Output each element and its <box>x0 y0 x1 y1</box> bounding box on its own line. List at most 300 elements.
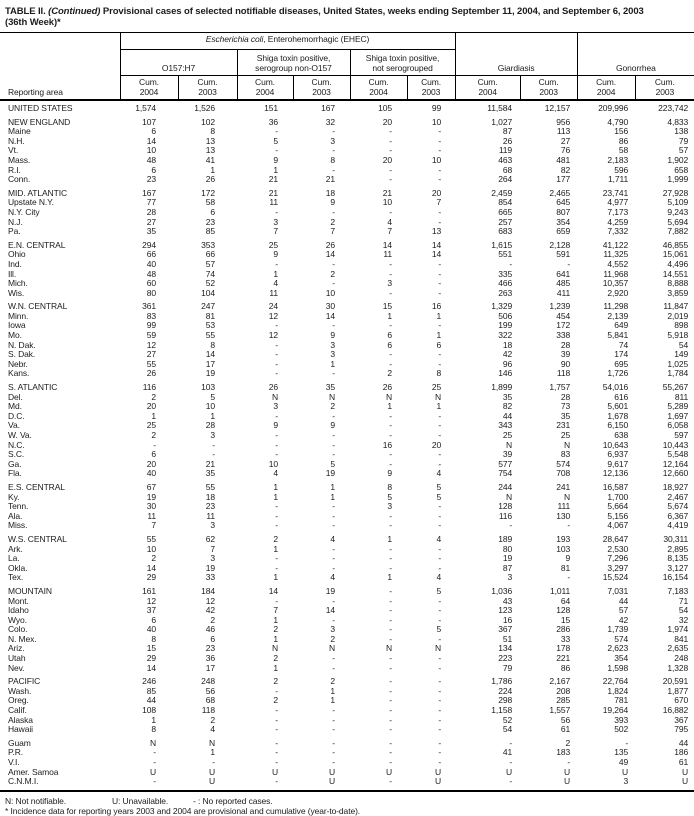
value-cell: 11,325 <box>603 249 629 260</box>
reporting-area-cell: W. Va. <box>8 430 32 440</box>
value-cell: N <box>271 391 278 402</box>
year-label: 2003 <box>655 86 675 97</box>
value-cell: 186 <box>674 747 689 758</box>
value-cell: 28 <box>560 391 571 402</box>
value-cell: 103 <box>201 382 215 393</box>
value-cell: 4 <box>436 572 442 583</box>
value-cell: 14 <box>146 562 156 573</box>
value-cell: 7,183 <box>667 585 689 596</box>
o157-cum-2004-header <box>120 76 178 101</box>
value-cell: 3 <box>273 401 278 412</box>
value-cell: 11,298 <box>603 301 629 312</box>
value-cell: - <box>153 776 156 787</box>
value-cell: - <box>438 349 442 360</box>
value-cell: 74 <box>205 268 215 279</box>
footnote-dash: - : No reported cases. <box>193 795 273 806</box>
value-cell: 20 <box>146 401 156 412</box>
value-cell: - <box>389 757 392 767</box>
value-cell: 37 <box>146 605 156 616</box>
value-cell: U <box>435 766 442 777</box>
value-cell: 81 <box>205 310 215 321</box>
shiga-not-serogrouped-subgroup-header <box>350 50 455 76</box>
value-cell: 103 <box>556 543 571 554</box>
table-row <box>0 331 694 341</box>
value-cell: 74 <box>618 339 629 350</box>
giardiasis-cum-2004-header <box>455 76 520 101</box>
value-cell: - <box>389 714 392 725</box>
ehec-species-label: Escherichia coli <box>205 34 264 45</box>
value-cell: 10,357 <box>602 278 629 289</box>
value-cell: 46,855 <box>662 239 689 250</box>
o157-subgroup-header: O157:H7 <box>120 50 237 76</box>
value-cell: 13 <box>431 226 442 237</box>
value-cell: 6 <box>210 206 215 217</box>
value-cell: 146 <box>498 368 513 379</box>
value-cell: 12 <box>268 310 278 321</box>
value-cell: 1 <box>436 330 442 341</box>
table-row <box>0 146 694 156</box>
value-cell: 7 <box>273 226 278 237</box>
value-cell: 41 <box>502 747 513 758</box>
value-cell: - <box>389 268 392 279</box>
value-cell: 12 <box>146 339 156 350</box>
value-cell: 645 <box>556 197 571 208</box>
value-cell: - <box>275 747 278 758</box>
value-cell: 26 <box>146 368 156 379</box>
value-cell: - <box>332 206 335 217</box>
value-cell: - <box>567 757 571 767</box>
value-cell: - <box>389 258 392 269</box>
value-cell: 25 <box>560 430 571 440</box>
year-label: 2004 <box>139 86 159 97</box>
value-cell: - <box>389 543 392 554</box>
value-cell: 16,587 <box>602 481 629 492</box>
value-cell: - <box>212 449 215 460</box>
value-cell: 90 <box>560 358 571 369</box>
value-cell: - <box>567 520 571 531</box>
value-cell: 19 <box>205 562 215 573</box>
reporting-area-cell: N.H. <box>8 135 25 146</box>
reporting-area-cell: R.I. <box>8 164 21 175</box>
value-cell: - <box>332 410 335 421</box>
value-cell: 3 <box>330 624 335 635</box>
value-cell: 30,311 <box>663 533 689 544</box>
value-cell: 39 <box>560 349 571 360</box>
value-cell: 1,786 <box>491 676 513 687</box>
value-cell: 2,530 <box>607 543 629 554</box>
value-cell: 27 <box>146 216 156 227</box>
value-cell: 18 <box>502 339 513 350</box>
table-row <box>0 616 694 626</box>
value-cell: 695 <box>614 358 629 369</box>
value-cell: 11 <box>206 510 215 521</box>
value-cell: 28 <box>205 420 215 431</box>
value-cell: 15 <box>382 301 392 312</box>
value-cell: 14 <box>268 585 278 596</box>
value-cell: 9 <box>273 154 278 165</box>
reporting-area-cell: Wis. <box>8 287 25 298</box>
value-cell: 23 <box>205 216 215 227</box>
value-cell: 86 <box>618 135 629 146</box>
value-cell: 1 <box>273 614 278 625</box>
value-cell: 1,877 <box>667 685 689 696</box>
reporting-area-cell: Ill. <box>8 268 17 279</box>
value-cell: 658 <box>674 164 689 175</box>
value-cell: - <box>332 126 335 137</box>
value-cell: 30 <box>146 501 156 512</box>
cum-label: Cum. <box>596 77 617 87</box>
value-cell: 41,122 <box>602 239 629 250</box>
value-cell: N <box>385 391 392 402</box>
value-cell: 21 <box>205 458 215 469</box>
value-cell: 130 <box>556 510 571 521</box>
value-cell: 5,601 <box>607 401 629 412</box>
value-cell: 1,025 <box>667 358 689 369</box>
value-cell: 21 <box>268 174 278 185</box>
value-cell: 6 <box>151 126 156 137</box>
value-cell: N <box>328 391 335 402</box>
value-cell: 264 <box>498 174 513 185</box>
value-cell: 795 <box>674 724 689 735</box>
value-cell: - <box>389 135 392 146</box>
value-cell: 1,574 <box>135 103 156 113</box>
table-row <box>0 289 694 299</box>
value-cell: 18 <box>325 187 335 198</box>
value-cell: 298 <box>498 695 513 706</box>
value-cell: 12 <box>268 330 278 341</box>
value-cell: 231 <box>556 420 571 431</box>
value-cell: 1,328 <box>667 662 689 673</box>
value-cell: 1 <box>387 401 392 412</box>
value-cell: - <box>332 278 335 289</box>
value-cell: 1,711 <box>607 174 629 185</box>
reporting-area-cell: NEW ENGLAND <box>8 116 71 127</box>
value-cell: 7 <box>151 520 156 531</box>
table-row <box>0 441 694 451</box>
value-cell: 19 <box>146 491 156 502</box>
value-cell: U <box>682 776 689 787</box>
value-cell: - <box>332 757 335 767</box>
table-row <box>0 635 694 645</box>
value-cell: - <box>275 126 278 137</box>
value-cell: 4 <box>436 468 442 479</box>
value-cell: - <box>438 662 442 673</box>
reporting-area-cell: Va. <box>8 420 20 431</box>
reporting-area-cell: Miss. <box>8 520 28 531</box>
value-cell: 3 <box>387 501 392 512</box>
value-cell: 27 <box>560 135 571 146</box>
value-cell: 66 <box>146 249 156 260</box>
value-cell: - <box>438 653 442 664</box>
value-cell: 1 <box>330 491 335 502</box>
value-cell: - <box>153 439 156 450</box>
value-cell: 26 <box>502 135 513 146</box>
value-cell: - <box>332 439 335 450</box>
value-cell: 9 <box>565 553 571 564</box>
value-cell: 167 <box>142 187 156 198</box>
reporting-area-cell: Calif. <box>8 705 27 716</box>
value-cell: 1 <box>210 164 215 175</box>
cum-label: Cum. <box>654 77 675 87</box>
table-row <box>0 166 694 176</box>
value-cell: 15 <box>146 643 156 654</box>
value-cell: 56 <box>560 714 571 725</box>
reporting-area-cell: Ga. <box>8 458 22 469</box>
value-cell: 1 <box>273 572 278 583</box>
value-cell: 12,136 <box>602 468 629 479</box>
table-row <box>0 100 694 114</box>
value-cell: - <box>275 410 278 421</box>
value-cell: 138 <box>674 126 689 137</box>
value-cell: - <box>389 624 392 635</box>
value-cell: 811 <box>674 391 689 402</box>
value-cell: - <box>389 585 392 596</box>
value-cell: 99 <box>146 320 156 331</box>
value-cell: 2 <box>330 268 335 279</box>
value-cell: 23,741 <box>602 187 629 198</box>
value-cell: 25 <box>431 382 442 393</box>
value-cell: 9 <box>330 330 335 341</box>
value-cell: 708 <box>556 468 571 479</box>
value-cell: - <box>212 439 215 450</box>
value-cell: 25 <box>268 239 278 250</box>
value-cell: 161 <box>142 585 156 596</box>
value-cell: 79 <box>678 135 689 146</box>
value-cell: 85 <box>146 685 156 696</box>
value-cell: 7 <box>330 226 335 237</box>
value-cell: 3 <box>210 553 215 564</box>
value-cell: U <box>385 766 392 777</box>
value-cell: 7,031 <box>607 585 629 596</box>
value-cell: - <box>625 737 629 748</box>
value-cell: 2 <box>273 676 278 687</box>
reporting-area-cell: Idaho <box>8 605 29 616</box>
value-cell: 3 <box>623 776 629 787</box>
value-cell: 15,061 <box>662 249 689 260</box>
value-cell: 2,895 <box>667 543 689 554</box>
value-cell: 4,067 <box>607 520 629 531</box>
value-cell: 19 <box>205 368 215 379</box>
value-cell: - <box>438 695 442 706</box>
value-cell: - <box>275 349 278 360</box>
value-cell: 670 <box>674 695 689 706</box>
value-cell: 638 <box>614 430 629 440</box>
reporting-area-cell: Ariz. <box>8 643 25 654</box>
value-cell: 151 <box>264 103 278 113</box>
value-cell: 28 <box>146 206 156 217</box>
value-cell: 4,833 <box>667 116 689 127</box>
value-cell: - <box>275 206 278 217</box>
value-cell: N <box>271 643 278 654</box>
value-cell: - <box>389 320 392 331</box>
value-cell: 22,764 <box>602 676 629 687</box>
value-cell: 11,847 <box>663 301 689 312</box>
reporting-area-cell: V.I. <box>8 757 20 767</box>
value-cell: 841 <box>674 633 689 644</box>
value-cell: 1 <box>210 410 215 421</box>
value-cell: 11 <box>269 287 278 298</box>
value-cell: 39 <box>502 449 513 460</box>
value-cell: - <box>275 685 278 696</box>
value-cell: - <box>438 449 442 460</box>
value-cell: 36 <box>268 116 278 127</box>
value-cell: 224 <box>498 685 513 696</box>
table-row <box>0 393 694 403</box>
value-cell: 24 <box>268 301 278 312</box>
value-cell: 3 <box>210 520 215 531</box>
reporting-area-cell: N.Y. City <box>8 206 40 217</box>
value-cell: - <box>389 287 392 298</box>
reporting-area-cell: Hawaii <box>8 724 33 735</box>
value-cell: - <box>438 501 442 512</box>
value-cell: - <box>438 145 442 156</box>
value-cell: 616 <box>614 391 629 402</box>
value-cell: 19 <box>502 553 513 564</box>
table-row <box>0 185 694 199</box>
value-cell: 41 <box>205 154 215 165</box>
shiga-non-o157-subgroup-header <box>237 50 350 76</box>
value-cell: U <box>622 766 629 777</box>
value-cell: - <box>275 520 278 531</box>
value-cell: 14 <box>431 239 442 250</box>
value-cell: - <box>332 562 335 573</box>
value-cell: - <box>332 595 335 606</box>
value-cell: N <box>435 643 442 654</box>
ehec-rest-label: , Enterohemorrhagic (EHEC) <box>263 34 370 45</box>
value-cell: 14 <box>146 135 156 146</box>
table-row <box>0 597 694 607</box>
value-cell: 26 <box>268 382 278 393</box>
reporting-area-cell: S.C. <box>8 449 25 460</box>
value-cell: 3,859 <box>667 287 689 298</box>
value-cell: 27 <box>146 349 156 360</box>
value-cell: - <box>438 553 442 564</box>
value-cell: - <box>389 553 392 564</box>
value-cell: 123 <box>498 605 513 616</box>
value-cell: 21 <box>325 174 335 185</box>
value-cell: 1,739 <box>607 624 629 635</box>
value-cell: 68 <box>502 164 513 175</box>
table-row <box>0 260 694 270</box>
value-cell: 87 <box>502 562 513 573</box>
value-cell: 367 <box>498 624 513 635</box>
value-cell: 111 <box>557 501 571 512</box>
value-cell: 128 <box>498 501 513 512</box>
value-cell: 8 <box>330 154 335 165</box>
value-cell: - <box>389 562 392 573</box>
value-cell: 42 <box>502 349 513 360</box>
value-cell: 55 <box>205 481 215 492</box>
gonorrhea-cum-2004-header <box>577 76 635 101</box>
value-cell: 174 <box>614 349 629 360</box>
value-cell: 5,674 <box>667 501 689 512</box>
value-cell: - <box>389 705 392 716</box>
value-cell: 118 <box>201 705 215 716</box>
value-cell: N <box>149 737 156 748</box>
value-cell: 5,548 <box>667 449 689 460</box>
value-cell: - <box>332 510 335 521</box>
value-cell: 596 <box>614 164 629 175</box>
table-row <box>0 654 694 664</box>
value-cell: N <box>328 643 335 654</box>
value-cell: 335 <box>498 268 513 279</box>
non-o157-cum-2003-header <box>293 76 350 101</box>
value-cell: 6 <box>151 449 156 460</box>
value-cell: 466 <box>498 278 513 289</box>
value-cell: - <box>567 258 571 269</box>
value-cell: - <box>438 458 442 469</box>
value-cell: 5 <box>330 458 335 469</box>
value-cell: 19 <box>325 585 335 596</box>
value-cell: - <box>438 420 442 431</box>
value-cell: 21 <box>382 187 392 198</box>
value-cell: 2 <box>387 368 392 379</box>
gonorrhea-cum-2003-header <box>635 76 694 101</box>
table-row <box>0 606 694 616</box>
value-cell: 10 <box>268 458 278 469</box>
value-cell: 61 <box>678 757 689 767</box>
value-cell: 14 <box>325 249 335 260</box>
not-sero-cum-2003-header <box>407 76 455 101</box>
value-cell: 1 <box>273 543 278 554</box>
value-cell: 5 <box>436 624 442 635</box>
value-cell: - <box>275 439 278 450</box>
value-cell: U <box>435 776 442 787</box>
value-cell: 99 <box>431 103 442 113</box>
value-cell: 246 <box>142 676 156 687</box>
value-cell: - <box>438 724 442 735</box>
year-label: 2003 <box>421 86 441 97</box>
table-row <box>0 270 694 280</box>
value-cell: 597 <box>674 430 689 440</box>
value-cell: 82 <box>560 164 571 175</box>
table-title <box>5 6 692 28</box>
value-cell: U <box>149 766 156 777</box>
value-cell: N <box>385 643 392 654</box>
reporting-area-cell: Oreg. <box>8 695 29 706</box>
value-cell: - <box>389 653 392 664</box>
value-cell: 16 <box>382 439 392 450</box>
value-cell: 113 <box>556 126 571 137</box>
table-row <box>0 360 694 370</box>
value-cell: 2 <box>273 653 278 664</box>
title-week-line: (36th Week)* <box>5 17 61 28</box>
giardiasis-group-header: Giardiasis <box>455 33 577 76</box>
value-cell: - <box>275 320 278 331</box>
reporting-area-cell: N.J. <box>8 216 23 227</box>
reporting-area-cell: D.C. <box>8 410 25 421</box>
value-cell: 25 <box>146 420 156 431</box>
value-cell: 3,127 <box>667 562 689 573</box>
value-cell: 40 <box>146 258 156 269</box>
value-cell: - <box>332 258 335 269</box>
value-cell: 3 <box>330 349 335 360</box>
value-cell: 1 <box>387 533 392 544</box>
value-cell: - <box>389 776 392 787</box>
value-cell: 1 <box>273 633 278 644</box>
table-row <box>0 127 694 137</box>
table-row <box>0 531 694 545</box>
value-cell: 2 <box>330 633 335 644</box>
value-cell: 167 <box>321 103 335 113</box>
table-header <box>0 33 694 101</box>
value-cell: 665 <box>498 206 513 217</box>
value-cell: 119 <box>498 145 513 156</box>
value-cell: - <box>389 676 392 687</box>
value-cell: - <box>389 449 392 460</box>
value-cell: 2,635 <box>667 643 689 654</box>
value-cell: 781 <box>614 695 629 706</box>
